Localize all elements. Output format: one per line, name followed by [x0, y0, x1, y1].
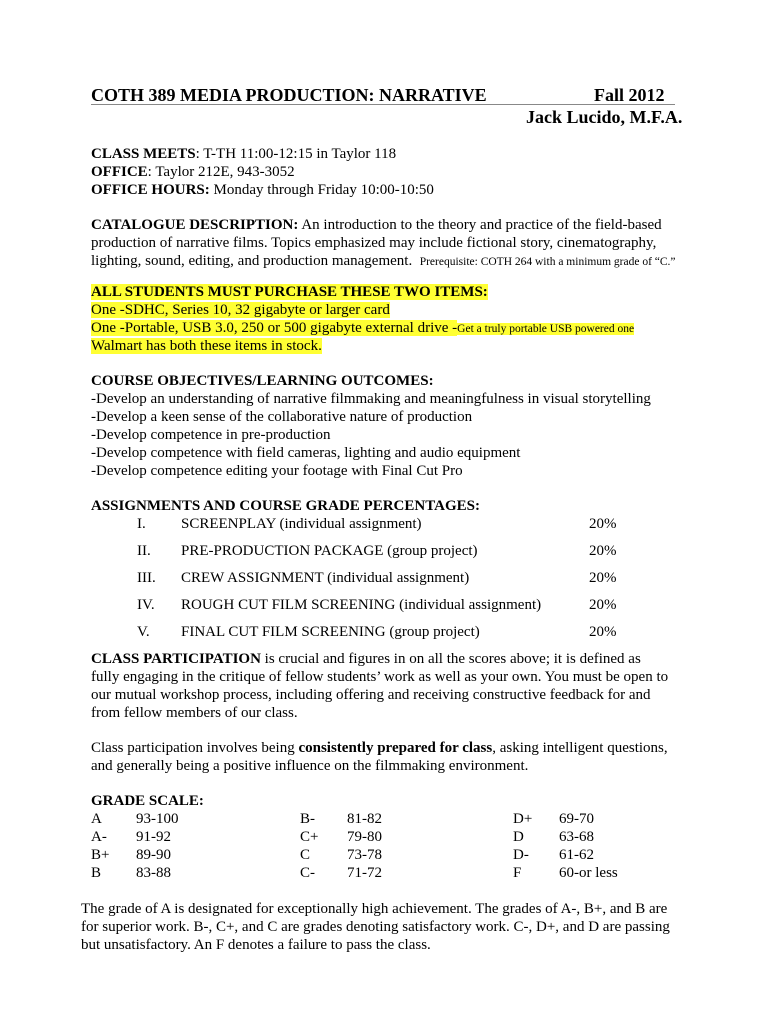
objectives-heading: COURSE OBJECTIVES/LEARNING OUTCOMES:: [91, 373, 434, 389]
grade-range: 91-92: [136, 829, 171, 845]
p2-end: , asking intelligent questions,: [492, 740, 668, 756]
closing-line-3: but unsatisfactory. An F denotes a failure to pass the class.: [81, 937, 431, 953]
purchase-item-1-text: One -SDHC, Series 10, 32 gigabyte or larger card: [91, 302, 390, 318]
grade-scale-heading: GRADE SCALE:: [91, 793, 204, 809]
purchase-store: [91, 337, 322, 355]
objective-item: -Develop competence editing your footage with Final Cut Pro: [91, 463, 463, 479]
office-value: : Taylor 212E, 943-3052: [147, 164, 295, 180]
grade-range: 79-80: [347, 829, 382, 845]
instructor: Jack Lucido, M.F.A.: [526, 107, 683, 127]
office-label: OFFICE: [91, 164, 148, 180]
grade-range: 69-70: [559, 811, 594, 827]
class-meets-value: : T-TH 11:00-12:15 in Taylor 118: [195, 146, 397, 162]
purchase-store-text: Walmart has both these items in stock.: [91, 338, 322, 354]
grade-letter: B: [91, 865, 102, 881]
grade-letter: A: [91, 811, 102, 827]
grade-range: 81-82: [347, 811, 382, 827]
assignment-name: ROUGH CUT FILM SCREENING (individual assignment): [181, 597, 542, 613]
participation-text-1: is crucial and figures in on all the scores above; it is defined as: [260, 651, 641, 667]
purchase-item-1: [91, 301, 390, 319]
objective-item: -Develop competence in pre-production: [91, 427, 331, 443]
p2-start: Class participation involves being: [91, 740, 299, 756]
assignments-heading: ASSIGNMENTS AND COURSE GRADE PERCENTAGES:: [91, 498, 480, 514]
participation-label: CLASS PARTICIPATION: [91, 651, 261, 667]
catalogue-line-3: [91, 252, 676, 271]
assignment-num: I.: [137, 516, 146, 532]
office-hours-label: OFFICE HOURS:: [91, 182, 210, 198]
assignment-name: SCREENPLAY (individual assignment): [181, 516, 422, 532]
assignment-num: IV.: [137, 597, 155, 613]
grade-range: 60-or less: [559, 865, 618, 881]
class-meets: [91, 145, 396, 163]
participation-p2-line-2: and generally being a positive influence on the filmmaking environment.: [91, 758, 529, 774]
grade-letter: A-: [91, 829, 107, 845]
grade-range: 63-68: [559, 829, 594, 845]
catalogue-text-1: An introduction to the theory and practice of the field-based: [298, 217, 662, 233]
grade-range: 89-90: [136, 847, 171, 863]
objective-item: -Develop an understanding of narrative filmmaking and meaningfulness in visual storytelling: [91, 391, 651, 407]
term: Fall 2012: [594, 85, 665, 105]
assignment-pct: 20%: [589, 570, 617, 586]
purchase-item-2: [91, 319, 634, 338]
catalogue-line-1: [91, 216, 662, 234]
participation-line-3: our mutual workshop process, including offering and receiving constructive feedback for and: [91, 687, 651, 703]
objective-item: -Develop competence with field cameras, lighting and audio equipment: [91, 445, 521, 461]
assignment-name: FINAL CUT FILM SCREENING (group project): [181, 624, 480, 640]
participation-line-2: fully engaging in the critique of fellow students’ work as well as your own. You must be open to: [91, 669, 669, 685]
p2-bold: consistently prepared for class: [298, 740, 493, 756]
assignment-pct: 20%: [589, 597, 617, 613]
grade-letter: B+: [91, 847, 110, 863]
participation-line-4: from fellow members of our class.: [91, 705, 298, 721]
office: [91, 163, 295, 181]
purchase-heading: [91, 283, 488, 301]
grade-range: 83-88: [136, 865, 171, 881]
grade-letter: F: [513, 865, 522, 881]
participation-p2-line-1: [91, 739, 668, 757]
assignment-pct: 20%: [589, 624, 617, 640]
assignment-num: V.: [137, 624, 150, 640]
assignment-pct: 20%: [589, 516, 617, 532]
prerequisite: Prerequisite: COTH 264 with a minimum grade of “C.”: [419, 256, 676, 268]
catalogue-label: CATALOGUE DESCRIPTION:: [91, 217, 299, 233]
grade-letter: C-: [300, 865, 315, 881]
grade-letter: C: [300, 847, 311, 863]
assignment-num: III.: [137, 570, 156, 586]
purchase-item-2-text: One -Portable, USB 3.0, 250 or 500 gigabyte external drive -: [91, 320, 458, 336]
assignment-num: II.: [137, 543, 151, 559]
grade-letter: D: [513, 829, 524, 845]
office-hours: [91, 181, 434, 199]
grade-letter: D+: [513, 811, 533, 827]
catalogue-text-3: lighting, sound, editing, and production management.: [91, 253, 413, 269]
assignment-pct: 20%: [589, 543, 617, 559]
assignment-name: PRE-PRODUCTION PACKAGE (group project): [181, 543, 478, 559]
grade-range: 71-72: [347, 865, 382, 881]
grade-range: 61-62: [559, 847, 594, 863]
closing-line-1: The grade of A is designated for exceptionally high achievement. The grades of A-, B+, and B are: [81, 901, 668, 917]
purchase-item-2-note: Get a truly portable USB powered one: [457, 323, 635, 335]
closing-line-2: for superior work. B-, C+, and C are grades denoting satisfactory work. C-, D+, and D are passing: [81, 919, 670, 935]
grade-letter: D-: [513, 847, 529, 863]
grade-letter: B-: [300, 811, 315, 827]
assignment-name: CREW ASSIGNMENT (individual assignment): [181, 570, 470, 586]
header-rule: [91, 104, 675, 105]
class-meets-label: CLASS MEETS: [91, 146, 196, 162]
participation-line-1: [91, 650, 641, 668]
purchase-heading-text: ALL STUDENTS MUST PURCHASE THESE TWO ITEMS:: [91, 284, 488, 300]
grade-range: 93-100: [136, 811, 179, 827]
office-hours-value: Monday through Friday 10:00-10:50: [209, 182, 434, 198]
course-title: COTH 389 MEDIA PRODUCTION: NARRATIVE: [91, 85, 487, 105]
catalogue-line-2: production of narrative films. Topics emphasized may include fictional story, cinematography,: [91, 235, 657, 251]
grade-letter: C+: [300, 829, 319, 845]
grade-range: 73-78: [347, 847, 382, 863]
objective-item: -Develop a keen sense of the collaborative nature of production: [91, 409, 473, 425]
